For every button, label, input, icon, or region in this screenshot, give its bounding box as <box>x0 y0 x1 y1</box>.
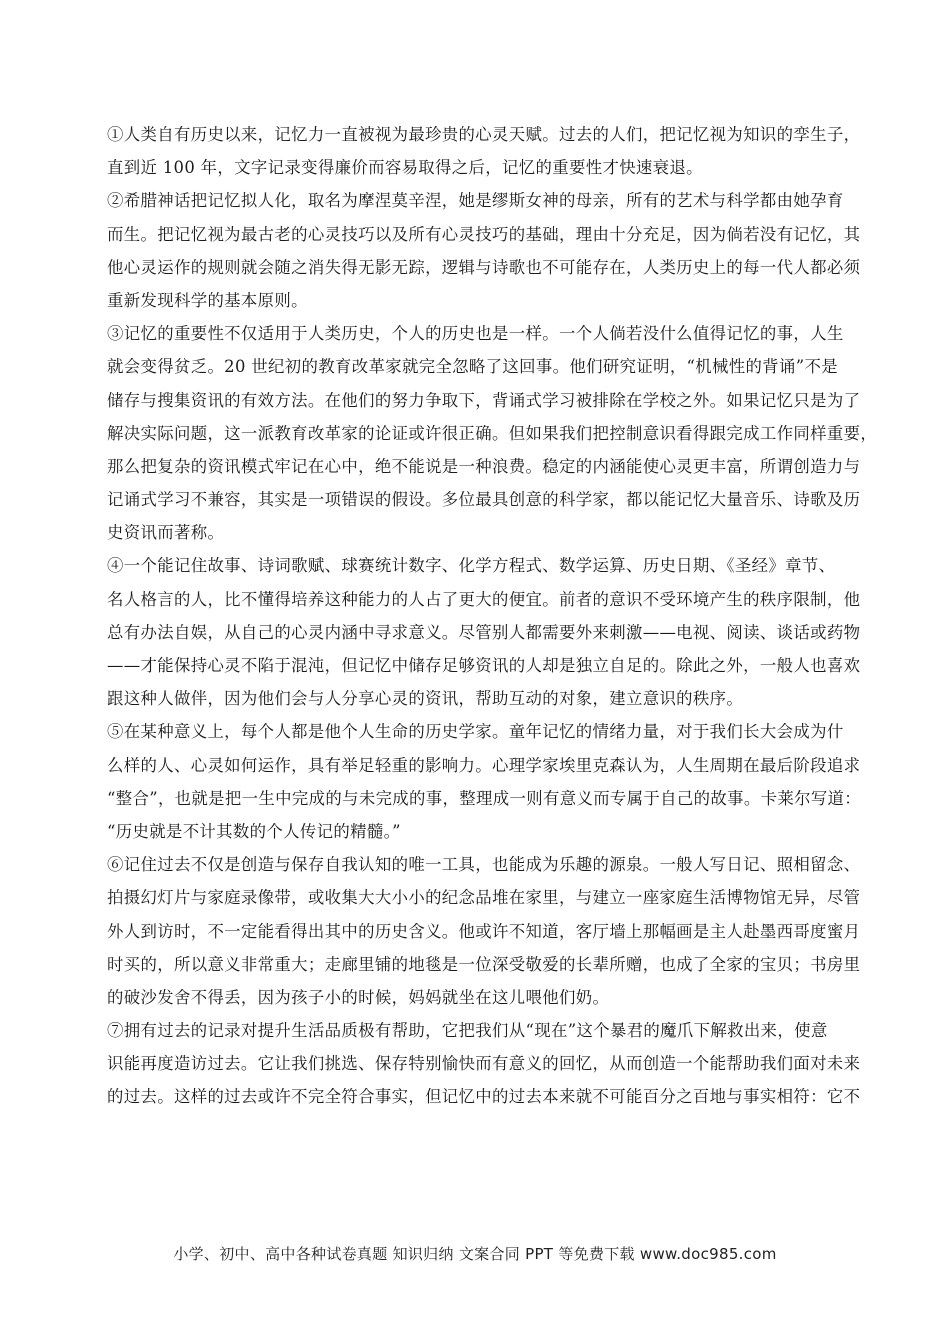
text-line: 外人到访时，不一定能看得出其中的历史含义。他或许不知道，客厅墙上那幅画是主人赴墨西哥度蜜月 <box>107 921 861 941</box>
text-line: ⑥记住过去不仅是创造与保存自我认知的唯一工具，也能成为乐趣的源泉。一般人写日记、照相留念、 <box>107 855 861 875</box>
text-line: ②希腊神话把记忆拟人化，取名为摩涅莫辛涅，她是缪斯女神的母亲，所有的艺术与科学都由她孕育 <box>107 191 844 211</box>
text-line: ③记忆的重要性不仅适用于人类历史，个人的历史也是一样。一个人倘若没什么值得记忆的事，人生 <box>107 324 844 344</box>
paragraph-4 <box>107 549 877 715</box>
text-line: 总有办法自娱，从自己的心灵内涵中寻求意义。尽管别人都需要外来刺激——电视、阅读、谈话或药物 <box>107 622 861 642</box>
text-line: 就会变得贫乏。20 世纪初的教育改革家就完全忽略了这回事。他们研究证明，“机械性的背诵”不是 <box>107 357 838 377</box>
text-line: 史资讯而著称。 <box>107 523 225 543</box>
text-line: 直到近 100 年，文字记录变得廉价而容易取得之后，记忆的重要性才快速衰退。 <box>107 158 703 178</box>
text-line: 识能再度造访过去。它让我们挑选、保存特别愉快而有意义的回忆，从而创造一个能帮助我们面对未来 <box>107 1054 861 1074</box>
text-line: ⑤在某种意义上，每个人都是他个人生命的历史学家。童年记忆的情绪力量，对于我们长大会成为什 <box>107 722 844 742</box>
text-line: 名人格言的人，比不懂得培养这种能力的人占了更大的便宜。前者的意识不受环境产生的秩序限制，他 <box>107 589 861 609</box>
text-line: 时买的，所以意义非常重大；走廊里铺的地毯是一位深受敬爱的长辈所赠，也成了全家的宝贝；书房里 <box>107 954 861 974</box>
paragraph-7 <box>107 1014 877 1114</box>
text-line: 重新发现科学的基本原则。 <box>107 290 308 310</box>
paragraph-3 <box>107 317 877 549</box>
paragraph-6 <box>107 848 877 1014</box>
paragraph-2 <box>107 184 877 317</box>
text-line: 拍摄幻灯片与家庭录像带，或收集大大小小的纪念品堆在家里，与建立一座家庭生活博物馆无异，尽管 <box>107 888 861 908</box>
paragraph-1 <box>107 118 877 184</box>
text-line: 么样的人、心灵如何运作，具有举足轻重的影响力。心理学家埃里克森认为，人生周期在最后阶段追求 <box>107 755 861 775</box>
text-line: ④一个能记住故事、诗词歌赋、球赛统计数字、化学方程式、数学运算、历史日期、《圣经》章节、 <box>107 556 836 576</box>
text-line: 跟这种人做伴，因为他们会与人分享心灵的资讯，帮助互动的对象，建立意识的秩序。 <box>107 689 744 709</box>
text-line: “历史就是不计其数的个人传记的精髓。” <box>107 821 401 841</box>
text-line: 那么把复杂的资讯模式牢记在心中，绝不能说是一种浪费。稳定的内涵能使心灵更丰富，所谓创造力与 <box>107 456 861 476</box>
text-line: 而生。把记忆视为最古老的心灵技巧以及所有心灵技巧的基础，理由十分充足，因为倘若没有记忆，其 <box>107 224 861 244</box>
page-footer: 小学、初中、高中各种试卷真题 知识归纳 文案合同 PPT 等免费下载 www.doc985.com <box>173 1245 777 1263</box>
text-line: ——才能保持心灵不陷于混沌，但记忆中储存足够资讯的人却是独立自足的。除此之外，一般人也喜欢 <box>107 656 861 675</box>
text-line: ①人类自有历史以来，记忆力一直被视为最珍贵的心灵天赋。过去的人们，把记忆视为知识的孪生子， <box>107 125 861 144</box>
text-line: 储存与搜集资讯的有效方法。在他们的努力争取下，背诵式学习被排除在学校之外。如果记忆只是为了 <box>107 390 861 410</box>
text-line: 他心灵运作的规则就会随之消失得无影无踪，逻辑与诗歌也不可能存在，人类历史上的每一代人都必须 <box>107 257 861 277</box>
text-line: 记诵式学习不兼容，其实是一项错误的假设。多位最具创意的科学家，都以能记忆大量音乐、诗歌及历 <box>107 490 861 510</box>
document-body <box>107 118 877 1114</box>
text-line: 的破沙发舍不得丢，因为孩子小的时候，妈妈就坐在这儿喂他们奶。 <box>107 987 610 1007</box>
text-line: ⑦拥有过去的记录对提升生活品质极有帮助，它把我们从“现在”这个暴君的魔爪下解救出来，使意 <box>107 1021 828 1041</box>
text-line: 解决实际问题，这一派教育改革家的论证或许很正确。但如果我们把控制意识看得跟完成工作同样重要， <box>107 423 877 443</box>
text-line: “整合”，也就是把一生中完成的与未完成的事，整理成一则有意义而专属于自己的故事。卡莱尔写道： <box>107 788 862 808</box>
paragraph-5 <box>107 715 877 848</box>
text-line: 的过去。这样的过去或许不完全符合事实，但记忆中的过去本来就不可能百分之百地与事实相符：它不 <box>107 1087 861 1107</box>
